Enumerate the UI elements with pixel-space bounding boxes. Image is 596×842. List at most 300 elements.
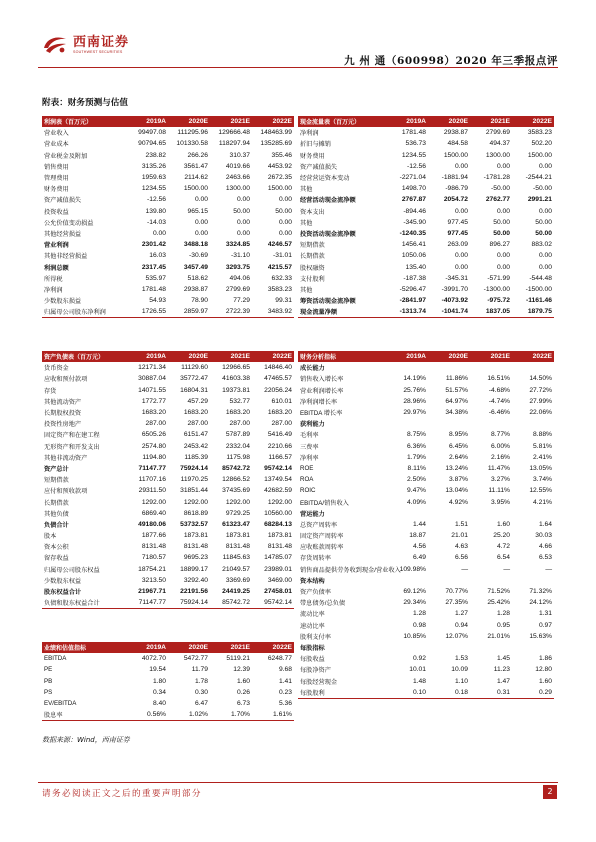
table-row: [298, 373, 554, 384]
row-label: 每股股利: [298, 687, 386, 699]
cell-value: 0.00: [454, 162, 468, 170]
row-label: 营运能力: [300, 510, 325, 518]
row-label: 营业利润增长率: [300, 387, 344, 395]
section-title: 附表：财务预测与估值: [42, 98, 128, 108]
cell-value: 13.04%: [445, 487, 468, 495]
cell-value: 2021E: [470, 116, 512, 127]
cell-value: 1.28: [412, 610, 426, 618]
cell-value: 2020E: [168, 116, 210, 127]
cell-value: 2022E: [512, 351, 554, 362]
cell-value: [386, 418, 428, 429]
cell-value: 68284.13: [264, 520, 292, 528]
cell-value: 0.00: [454, 252, 468, 260]
table-row: [42, 161, 294, 172]
table-row: [42, 194, 294, 205]
cell-value: 3583.23: [267, 285, 292, 293]
cell-value: 457.29: [187, 397, 208, 405]
cell-value: 41603.38: [222, 375, 250, 383]
table-row: [298, 206, 554, 217]
row-label: ROA: [300, 476, 314, 484]
cell-value: -50.00: [491, 185, 510, 193]
table-row: [298, 575, 554, 586]
cell-value: 1879.75: [512, 306, 554, 318]
cell-value: 109.98%: [399, 565, 426, 573]
table-row: [298, 496, 554, 507]
table-row: [298, 396, 554, 407]
table-row: [298, 631, 554, 642]
cell-value: 1.53: [454, 655, 468, 663]
row-label: 每股指标: [300, 644, 325, 652]
cell-value: 2210.66: [267, 442, 292, 450]
row-label: 其他非流动资产: [44, 454, 88, 462]
cell-value: 2021E: [470, 351, 512, 362]
cell-value: 3369.69: [225, 576, 250, 584]
row-label: 销售商品提供劳务收到现金/营业收入: [300, 566, 401, 574]
cell-value: 21.01: [451, 532, 468, 540]
cell-value: -1161.46: [525, 297, 552, 305]
cell-value: 1683.20: [183, 409, 208, 417]
row-label: 其他: [300, 219, 313, 227]
cell-value: 4.09%: [407, 498, 426, 506]
cell-value: 2767.87: [401, 196, 426, 204]
cell-value: 1.44: [412, 520, 426, 528]
table-row: [298, 452, 554, 463]
table-row: [42, 183, 294, 194]
cell-value: 2.64%: [449, 453, 468, 461]
cell-value: 1837.05: [470, 306, 512, 318]
cell-value: 6151.47: [183, 431, 208, 439]
cell-value: 1.79%: [407, 453, 426, 461]
cell-value: [386, 642, 428, 653]
row-label: ROIC: [300, 487, 316, 495]
row-label: 净利率: [300, 454, 319, 462]
table-header-row: [42, 351, 294, 362]
cell-value: 8.75%: [407, 431, 426, 439]
cell-value: 3488.18: [183, 241, 208, 249]
table-row: [298, 564, 554, 575]
cell-value: 2.50%: [407, 476, 426, 484]
row-label: PS: [44, 688, 53, 696]
table-row: [298, 597, 554, 608]
cell-value: -2544.21: [525, 174, 552, 182]
table-row: [42, 239, 294, 250]
table-row: [298, 463, 554, 474]
cell-value: 29.34%: [403, 599, 426, 607]
row-label: 财务费用: [44, 186, 69, 194]
cell-value: 3469.00: [267, 576, 292, 584]
table-row: [298, 429, 554, 440]
cell-value: 12.80: [535, 666, 552, 674]
cell-value: 12.07%: [445, 632, 468, 640]
cell-value: 12966.65: [222, 364, 250, 372]
cell-value: 0.34: [152, 688, 166, 696]
table-row: [298, 295, 554, 306]
row-label: 其他非经营损益: [44, 253, 88, 261]
cell-value: 14785.07: [264, 554, 292, 562]
table-row: [298, 172, 554, 183]
cell-value: 3583.23: [527, 129, 552, 137]
cell-value: 9695.23: [183, 554, 208, 562]
table-row: [42, 552, 294, 563]
cell-value: 0.00: [278, 218, 292, 226]
cell-value: 111295.96: [177, 129, 208, 137]
table-row: [42, 206, 294, 217]
cell-value: 1175.98: [226, 453, 250, 461]
table-row: [298, 217, 554, 228]
cell-value: 9.47%: [407, 487, 426, 495]
cell-value: 263.09: [447, 241, 468, 249]
cell-value: 238.82: [145, 151, 166, 159]
cell-value: 1500.00: [267, 185, 292, 193]
valuation-metrics-table: [42, 642, 294, 721]
row-label: 归属母公司股东净利润: [42, 306, 126, 318]
cell-value: -2841.97: [399, 297, 426, 305]
cell-value: 16.03: [149, 252, 166, 260]
cell-value: 27458.01: [264, 588, 292, 596]
cell-value: 4453.92: [267, 162, 292, 170]
cell-value: 2019A: [126, 116, 168, 127]
cell-value: 8131.48: [267, 543, 292, 551]
cell-value: 10560.00: [264, 509, 292, 517]
cell-value: 0.00: [538, 207, 552, 215]
cell-value: 0.00: [538, 162, 552, 170]
cell-value: 85742.72: [222, 464, 250, 472]
table-row: [42, 496, 294, 507]
cell-value: 77.29: [233, 297, 250, 305]
cell-value: -4.68%: [488, 386, 510, 394]
row-label: 业绩和估值指标: [42, 642, 126, 653]
cell-value: 484.58: [447, 140, 468, 148]
cell-value: 1.70%: [210, 709, 252, 721]
cell-value: 85742.72: [210, 597, 252, 609]
cell-value: -975.72: [487, 297, 510, 305]
row-label: 资本结构: [300, 577, 325, 585]
cell-value: 8.11%: [407, 464, 426, 472]
cell-value: 2.16%: [491, 453, 510, 461]
cell-value: 1234.55: [141, 185, 166, 193]
table-row: [42, 273, 294, 284]
cell-value: 8.88%: [533, 431, 552, 439]
cell-value: 139.80: [145, 207, 166, 215]
table-row: [42, 687, 294, 698]
row-label: 负债和股东权益合计: [42, 597, 126, 609]
cell-value: 1.86: [538, 655, 552, 663]
cell-value: 494.06: [229, 274, 250, 282]
table-row: [298, 161, 554, 172]
cell-value: 8131.48: [141, 543, 166, 551]
table-row: [298, 273, 554, 284]
cell-value: 2938.87: [183, 285, 208, 293]
cell-value: 6.73: [236, 700, 250, 708]
cell-value: 3.95%: [491, 498, 510, 506]
cell-value: -544.48: [529, 274, 552, 282]
cell-value: 2019A: [126, 351, 168, 362]
table-row: [42, 530, 294, 541]
company-logo: [42, 34, 129, 56]
report-title: 九 州 通（600998）2020 年三季报点评: [344, 55, 558, 67]
cell-value: 287.00: [229, 420, 250, 428]
cell-value: -12.56: [407, 162, 426, 170]
cell-value: 1292.00: [183, 498, 208, 506]
cell-value: [428, 362, 470, 373]
cell-value: 6.00%: [491, 442, 510, 450]
cell-value: 10.01: [409, 666, 426, 674]
cell-value: 11845.63: [222, 554, 250, 562]
row-label: 营业利润: [44, 242, 69, 250]
cell-value: 5.81%: [533, 442, 552, 450]
cell-value: 1500.00: [527, 151, 552, 159]
cell-value: 24.12%: [529, 599, 552, 607]
cell-value: 0.00: [538, 263, 552, 271]
cell-value: 1683.20: [141, 409, 166, 417]
cell-value: 3483.92: [252, 306, 294, 318]
table-row: [42, 586, 294, 597]
table-row: [42, 429, 294, 440]
cell-value: 1.78: [194, 677, 208, 685]
cell-value: 13.24%: [445, 464, 468, 472]
cell-value: 2799.69: [485, 129, 510, 137]
cell-value: 6.49: [412, 554, 426, 562]
row-label: 其他流动资产: [44, 398, 82, 406]
row-label: 资产总计: [44, 465, 69, 473]
cell-value: 2332.04: [225, 442, 250, 450]
table-row: [42, 474, 294, 485]
cell-value: 1050.06: [401, 252, 426, 260]
row-label: 长期股权投资: [44, 410, 82, 418]
cell-value: 19373.81: [222, 386, 250, 394]
cell-value: 78.90: [191, 297, 208, 305]
cell-value: 2938.87: [443, 129, 468, 137]
table-row: [298, 441, 554, 452]
logo-english-name: SOUTHWEST SECURITIES: [73, 49, 123, 54]
cell-value: 2020E: [168, 642, 210, 653]
row-label: 无形资产和开发支出: [44, 443, 100, 451]
table-row: [42, 373, 294, 384]
cell-value: 11970.25: [180, 476, 208, 484]
cell-value: 23989.01: [264, 565, 292, 573]
cell-value: 1292.00: [141, 498, 166, 506]
row-label: 筹资活动现金流净额: [300, 298, 356, 306]
cell-value: 18.87: [409, 532, 426, 540]
cell-value: 50.00: [535, 218, 552, 226]
cell-value: 1500.00: [443, 151, 468, 159]
cell-value: 13.05%: [529, 464, 552, 472]
table-row: [298, 239, 554, 250]
row-label: 净利润增长率: [300, 398, 338, 406]
cell-value: 5416.49: [267, 431, 292, 439]
cell-value: 47465.57: [264, 375, 292, 383]
row-label: 其他经营损益: [44, 230, 82, 238]
row-label: 所得税: [44, 275, 63, 283]
cell-value: 0.00: [538, 252, 552, 260]
cell-value: 3.87%: [449, 476, 468, 484]
row-label: 三费率: [300, 443, 319, 451]
row-label: 财务分析指标: [298, 351, 386, 362]
row-label: 投资活动现金流净额: [300, 230, 356, 238]
cell-value: 135.40: [405, 263, 426, 271]
cell-value: -4073.92: [441, 297, 468, 305]
table-row: [42, 676, 294, 687]
cell-value: 8131.48: [183, 543, 208, 551]
cell-value: 64.97%: [445, 397, 468, 405]
row-label: EV/EBITDA: [44, 700, 77, 708]
cell-value: [470, 418, 512, 429]
cell-value: 10.09: [451, 666, 468, 674]
table-row: [42, 541, 294, 552]
row-label: 净利润: [300, 130, 319, 138]
cell-value: 2672.35: [267, 174, 292, 182]
row-label: 货币资金: [44, 365, 69, 373]
cell-value: 2114.62: [184, 174, 208, 182]
row-label: 经营营运资本变动: [300, 175, 350, 183]
cell-value: [428, 642, 470, 653]
cell-value: 5.36: [278, 700, 292, 708]
cell-value: 25.42%: [487, 599, 510, 607]
row-label: 销售收入增长率: [300, 376, 344, 384]
cell-value: 0.97: [538, 621, 552, 629]
cell-value: 965.15: [187, 207, 208, 215]
cell-value: 6.45%: [449, 442, 468, 450]
cell-value: 31851.44: [180, 487, 208, 495]
cell-value: —: [503, 565, 510, 573]
table-row: [42, 138, 294, 149]
cell-value: 6869.40: [141, 509, 166, 517]
cell-value: [512, 575, 554, 586]
cell-value: 71147.77: [126, 597, 168, 609]
table-row: [42, 284, 294, 295]
table-row: [298, 418, 554, 429]
cell-value: 2021E: [210, 116, 252, 127]
cell-value: 2022E: [252, 642, 294, 653]
table-row: [42, 441, 294, 452]
cell-value: 11129.60: [181, 364, 208, 372]
cell-value: 2453.42: [183, 442, 208, 450]
row-label: 固定资产和在建工程: [44, 432, 100, 440]
table-row: [42, 396, 294, 407]
cell-value: 61323.47: [222, 520, 250, 528]
cell-value: 0.92: [412, 655, 426, 663]
cell-value: 1781.48: [401, 129, 426, 137]
table-row: [42, 452, 294, 463]
cell-value: 0.98: [412, 621, 426, 629]
table-row: [298, 642, 554, 653]
table-row: [42, 519, 294, 530]
cell-value: 8.77%: [491, 431, 510, 439]
table-row: [42, 261, 294, 272]
cell-value: 7180.57: [141, 554, 166, 562]
cell-value: 11.86%: [445, 375, 468, 383]
cell-value: 8131.48: [225, 543, 250, 551]
cell-value: [470, 362, 512, 373]
cell-value: 16.51%: [487, 375, 510, 383]
cell-value: -2271.04: [399, 174, 426, 182]
table-header-row: [42, 116, 294, 127]
cell-value: 49180.06: [138, 520, 166, 528]
cell-value: 977.45: [447, 229, 468, 237]
table-row: [298, 407, 554, 418]
cell-value: 0.31: [470, 687, 512, 699]
table-row: [42, 306, 294, 318]
cell-value: 50.00: [493, 218, 510, 226]
row-label: 营业成本: [44, 141, 69, 149]
row-label: 其他: [300, 186, 313, 194]
cell-value: 1456.41: [401, 241, 426, 249]
cell-value: -5296.47: [399, 285, 426, 293]
cell-value: 22056.24: [264, 386, 292, 394]
cell-value: 1500.00: [183, 185, 208, 193]
row-label: 流动比率: [300, 611, 325, 619]
cell-value: 2.41%: [533, 453, 552, 461]
cell-value: 34.38%: [445, 409, 468, 417]
cell-value: 2054.72: [443, 196, 468, 204]
cell-value: 4072.70: [141, 655, 166, 663]
cell-value: 18754.21: [138, 565, 166, 573]
row-label: 每股经营现金: [300, 678, 338, 686]
row-label: 资本支出: [300, 208, 325, 216]
cell-value: 6.56: [454, 554, 468, 562]
cell-value: 1.60: [236, 677, 250, 685]
table-row: [298, 194, 554, 205]
cell-value: 0.30: [194, 688, 208, 696]
cell-value: 1.41: [278, 677, 292, 685]
financial-ratios-table: [298, 351, 554, 699]
table-row: [298, 127, 554, 138]
cell-value: 71147.77: [138, 464, 166, 472]
cell-value: 1.27: [454, 610, 468, 618]
cell-value: 1683.20: [267, 409, 292, 417]
table-row: [298, 183, 554, 194]
cell-value: 2021E: [210, 351, 252, 362]
table-row: [42, 217, 294, 228]
disclaimer-text: 请务必阅读正文之后的重要声明部分: [42, 789, 202, 799]
row-label: 股利支付率: [300, 633, 331, 641]
cell-value: 16804.31: [180, 386, 208, 394]
cell-value: 2022E: [252, 351, 294, 362]
cell-value: 0.00: [152, 229, 166, 237]
cell-value: -31.10: [231, 252, 250, 260]
cell-value: [428, 575, 470, 586]
row-label: 投资收益: [44, 208, 69, 216]
cashflow-statement-table: [298, 116, 554, 318]
cell-value: 0.00: [496, 263, 510, 271]
cell-value: 2020E: [168, 351, 210, 362]
cell-value: 0.23: [278, 688, 292, 696]
row-label: 现金流量净额: [298, 306, 386, 318]
cell-value: 6.36%: [407, 442, 426, 450]
cell-value: 3135.26: [141, 162, 166, 170]
cell-value: 35772.47: [180, 375, 208, 383]
cell-value: 1877.66: [141, 532, 166, 540]
cell-value: 3.74%: [533, 476, 552, 484]
row-label: 成长能力: [300, 365, 325, 373]
table-row: [298, 530, 554, 541]
cell-value: 0.00: [194, 229, 208, 237]
cell-value: 1.60: [538, 677, 552, 685]
cell-value: [428, 508, 470, 519]
cell-value: 532.77: [229, 397, 250, 405]
cell-value: 0.29: [512, 687, 554, 699]
income-statement-table: [42, 116, 294, 318]
table-row: [298, 250, 554, 261]
row-label: 营业税金及附加: [44, 152, 88, 160]
cell-value: 12.55%: [529, 487, 552, 495]
cell-value: 287.00: [187, 420, 208, 428]
row-label: PE: [44, 666, 53, 674]
cell-value: -6.46%: [488, 409, 510, 417]
row-label: 现金流量表（百万元）: [298, 116, 386, 127]
cell-value: 101330.58: [176, 140, 208, 148]
cell-value: -1313.74: [386, 306, 428, 318]
